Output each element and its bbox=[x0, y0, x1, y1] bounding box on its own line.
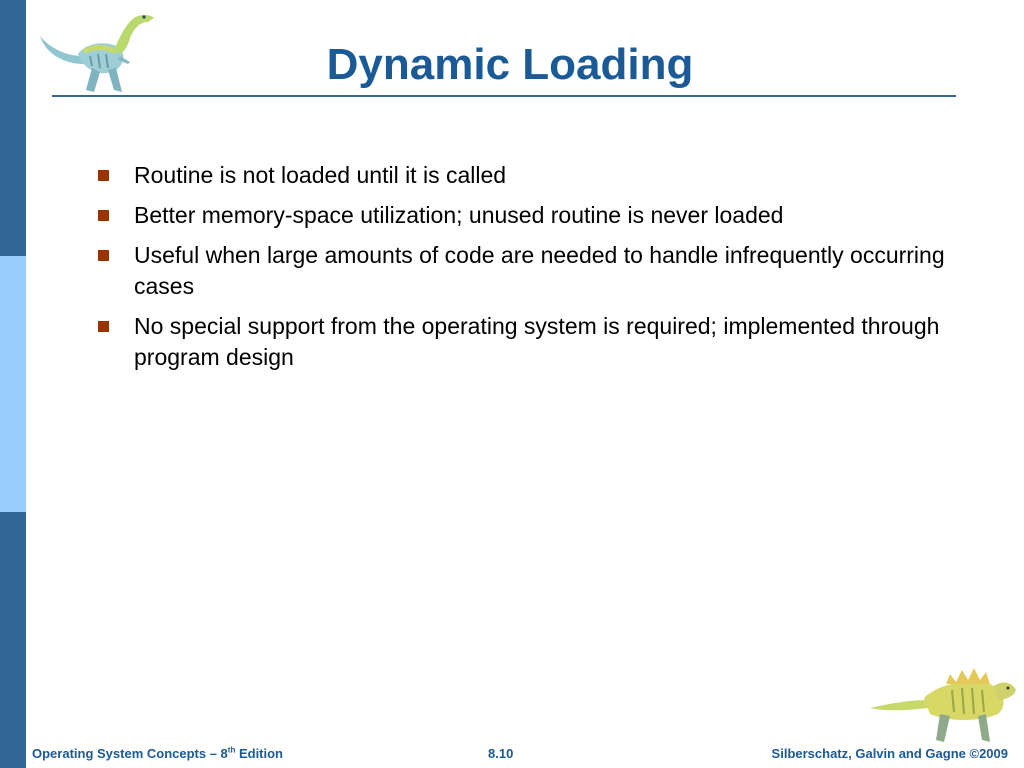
bullet-list bbox=[96, 160, 956, 382]
title-divider bbox=[52, 95, 956, 97]
footer-page-number: 8.10 bbox=[488, 746, 514, 761]
bullet-item bbox=[96, 240, 956, 302]
footer-copyright: Silberschatz, Galvin and Gagne ©2009 bbox=[771, 746, 1008, 761]
square-bullet-icon bbox=[98, 321, 109, 332]
slide-title: Dynamic Loading bbox=[326, 40, 694, 89]
bullet-text: Routine is not loaded until it is called bbox=[134, 162, 507, 188]
dinosaur-logo-bottom bbox=[868, 660, 1018, 744]
bullet-item bbox=[96, 160, 956, 191]
square-bullet-icon bbox=[98, 210, 109, 221]
sidebar-segment-middle bbox=[0, 256, 26, 512]
sidebar-stripe bbox=[0, 0, 26, 768]
dinosaur-logo-top bbox=[34, 6, 158, 96]
footer-book-title: Operating System Concepts – 8th Edition bbox=[32, 745, 284, 761]
square-bullet-icon bbox=[98, 250, 109, 261]
sidebar-segment-bottom bbox=[0, 512, 26, 768]
bullet-text: No special support from the operating system is required; implemented through program design bbox=[134, 313, 940, 370]
bullet-item bbox=[96, 200, 956, 231]
sidebar-segment-top bbox=[0, 0, 26, 256]
square-bullet-icon bbox=[98, 170, 109, 181]
bullet-text: Useful when large amounts of code are needed to handle infrequently occurring cases bbox=[134, 242, 945, 299]
bullet-item bbox=[96, 311, 956, 373]
bullet-text: Better memory-space utilization; unused routine is never loaded bbox=[134, 202, 784, 228]
